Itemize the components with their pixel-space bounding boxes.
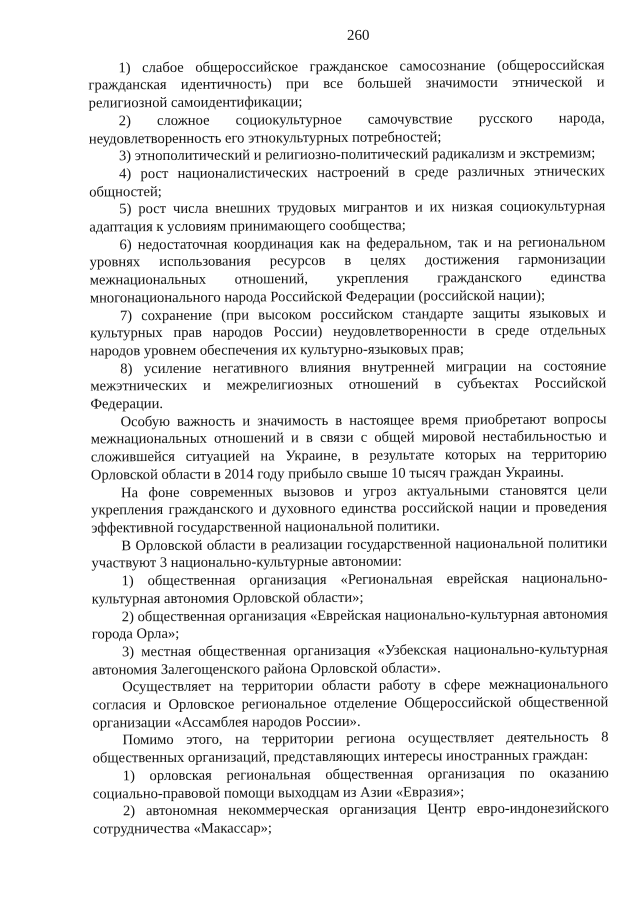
paragraph-autonomies-intro: В Орловской области в реализации государственной национальной политики участвуют 3 национально-культурные автономии: xyxy=(91,534,608,572)
list-item-internal-migration: 8) усиление негативного влияния внутренней миграции на состояние межэтнических и межрелигиозных отношений в субъектах Российской Федерации. xyxy=(90,357,607,413)
list-item-weak-identity: 1) слабое общероссийское гражданское самосознание (общероссийская гражданская идентичность) при все большей значимости этнической и религиозной самоидентификации; xyxy=(88,57,605,112)
paragraph-assembly: Осуществляет на территории области работу в сфере межнационального согласия и Орловское региональное отделение Общероссийской общественной организации «Ассамблея народов России». xyxy=(92,676,609,732)
list-item-autonomy-2: 2) общественная организация «Еврейская национально-культурная автономия города Орла»; xyxy=(91,605,608,643)
list-item-nationalism: 4) рост националистических настроений в среде различных этнических общностей; xyxy=(89,163,606,201)
paragraph-challenges: На фоне современных вызовов и угроз актуальными становятся цели укрепления гражданского и духовного единства российской нации и проведения эффективной государственной национальной политики. xyxy=(91,481,608,537)
list-item-russian-people: 2) сложное социокультурное самочувствие русского народа, неудовлетворенность его этнокультурных потребностей; xyxy=(88,110,605,147)
list-item-migrants: 5) рост числа внешних трудовых мигрантов и их низкая социокультурная адаптация к условиям принимающего сообщества; xyxy=(89,198,606,236)
list-item-autonomy-3: 3) местная общественная организация «Узбекская национально-культурная автономия Залегощенского района Орловской области». xyxy=(92,641,609,679)
list-item-radicalism: 3) этнополитический и религиозно-политический радикализм и экстремизм; xyxy=(118,145,596,165)
paragraph-foreign-organizations: Помимо этого, на территории региона осуществляет деятельность 8 общественных организаций, представляющих интересы иностранных граждан: xyxy=(92,729,609,767)
list-item-language-rights: 7) сохранение (при высоком российском стандарте защиты языковых и культурных прав народов России) неудовлетворенности в среде отдельных народов уровнем обеспечения их культурно-языковых прав; xyxy=(89,304,607,360)
paragraph-ukraine: Особую важность и значимость в настоящее время приобретают вопросы межнациональных отношений и в связи с общей мировой нестабильностью и сложившейся ситуацией на Украине, в результате которых на территорию Орловской области в 2014 году прибыло свыше 10 тысяч граждан Украины. xyxy=(90,411,607,484)
page-number: 260 xyxy=(346,27,370,44)
list-item-autonomy-1: 1) общественная организация «Региональная еврейская национально-культурная автономия Орловской области»; xyxy=(91,570,608,608)
list-item-coordination: 6) недостаточная координация как на федеральном, так и на региональном уровнях использования ресурсов в целях достижения гармонизации межнациональных отношений, укрепления гражданского единства многонационального народа Российской Федерации (российской нации); xyxy=(89,234,606,307)
list-item-makassar: 2) автономная некоммерческая организация Центр евро-индонезийского сотрудничества «Макассар»; xyxy=(93,800,609,838)
list-item-eurasia: 1) орловская региональная общественная организация по оказанию социально-правовой помощи выходцам из Азии «Евразия»; xyxy=(92,765,609,802)
